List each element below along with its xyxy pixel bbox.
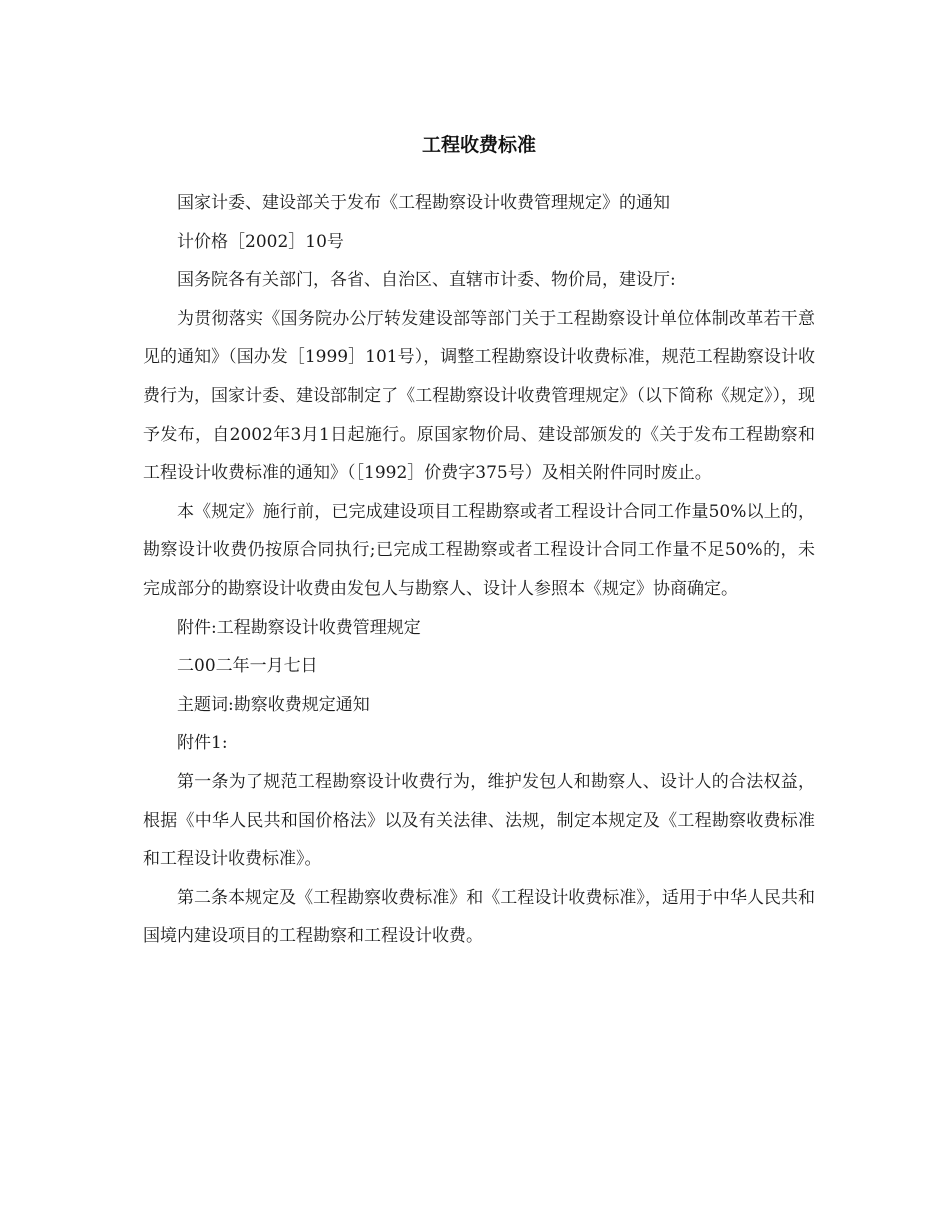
body-paragraph-transition: 本《规定》施行前，已完成建设项目工程勘察或者工程设计合同工作量50%以上的，勘察设计收费仍按原合同执行;已完成工程勘察或者工程设计合同工作量不足50%的，未完成部分的勘察设计收费由发包人与勘察人、设计人参照本《规定》协商确定。 [143,501,815,599]
article-2: 第二条本规定及《工程勘察收费标准》和《工程设计收费标准》，适用于中华人民共和国境内建设项目的工程勘察和工程设计收费。 [143,887,815,947]
subject-keywords: 主题词:勘察收费规定通知 [177,694,370,715]
attachment-1-label: 附件1: [177,733,228,754]
body-paragraph-purpose: 为贯彻落实《国务院办公厅转发建设部等部门关于工程勘察设计单位体制改革若干意见的通知》（国办发［1999］101号），调整工程勘察设计收费标准，规范工程勘察设计收费行为，国家计委、建设部制定了《工程勘察设计收费管理规定》（以下简称《规定》），现予发布，自2002年3月1日起施行。原国家物价局、建设部颁发的《关于发布工程勘察和工程设计收费标准的通知》（［1992］价费字375号）及相关附件同时废止。 [143,308,815,484]
addressee-line: 国务院各有关部门，各省、自治区、直辖市计委、物价局，建设厅: [177,270,676,291]
attachment-line: 附件:工程勘察设计收费管理规定 [177,617,421,638]
date-line: 二00二年一月七日 [177,656,318,677]
notice-heading: 国家计委、建设部关于发布《工程勘察设计收费管理规定》的通知 [177,193,670,213]
document-body [143,128,815,956]
document-title: 工程收费标准 [421,134,536,156]
article-1: 第一条为了规范工程勘察设计收费行为，维护发包人和勘察人、设计人的合法权益，根据《中华人民共和国价格法》以及有关法律、法规，制定本规定及《工程勘察收费标准和工程设计收费标准》。 [143,771,815,870]
document-number: 计价格［2002］10号 [177,231,344,252]
